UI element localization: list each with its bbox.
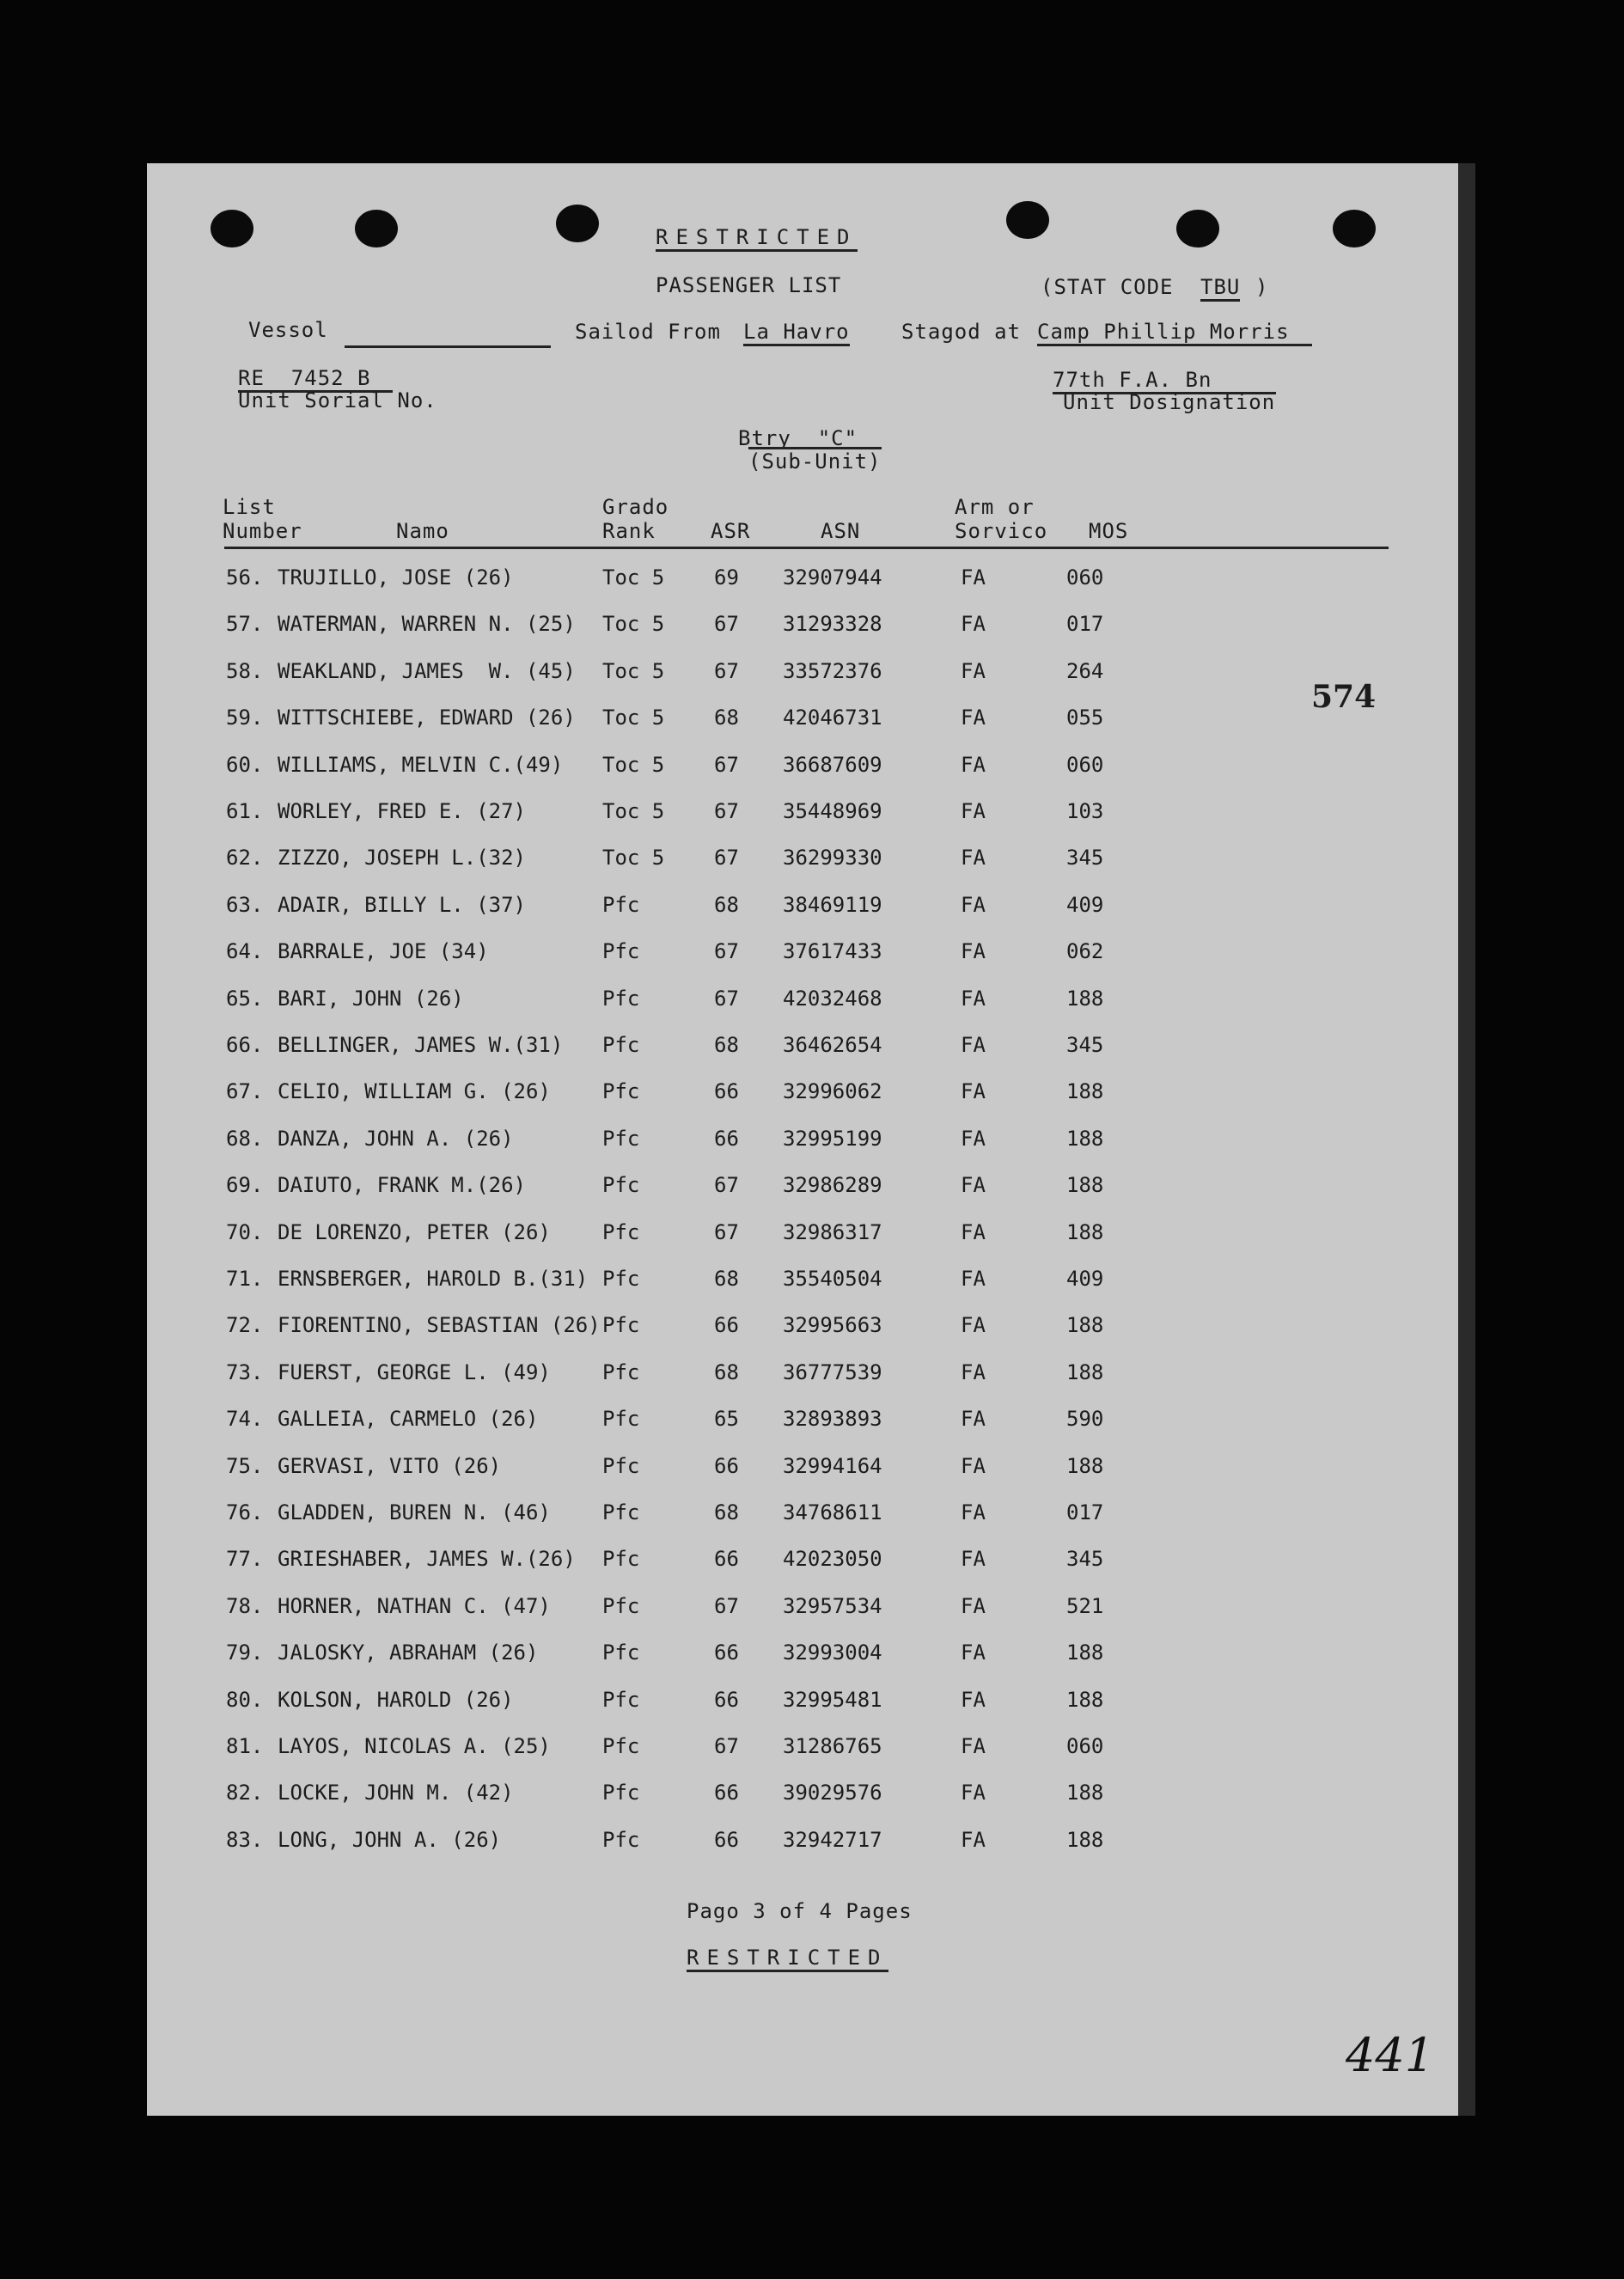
asr: 65 [714,1407,739,1432]
mos: 103 [1066,799,1104,823]
list-number: 81. [226,1734,264,1758]
asn: 32993004 [783,1641,882,1665]
grade-rank: Pfc [602,892,640,917]
table-row [147,612,1458,658]
asn: 36777539 [783,1359,882,1384]
mos: 188 [1066,1173,1104,1198]
col-arm: Arm or [955,495,1035,519]
passenger-name: WILLIAMS, MELVIN C.(49) [278,752,564,777]
mos: 188 [1066,1079,1104,1104]
list-number: 69. [226,1173,264,1198]
mos: 188 [1066,986,1104,1011]
asr: 68 [714,892,739,917]
arm-service: FA [961,846,986,871]
list-number: 64. [226,939,264,964]
list-number: 73. [226,1359,264,1384]
punch-hole [1333,210,1376,247]
asr: 67 [714,752,739,777]
grade-rank: Toc 5 [602,706,665,730]
mos: 188 [1066,1687,1104,1712]
arm-service: FA [961,1313,986,1338]
list-number: 83. [226,1827,264,1852]
list-number: 80. [226,1687,264,1712]
stat-code-value: TBU [1200,275,1240,302]
grade-rank: Pfc [602,1267,640,1291]
grade-rank: Toc 5 [602,799,665,823]
grade-rank: Pfc [602,986,640,1011]
asn: 32995199 [783,1126,882,1151]
arm-service: FA [961,986,986,1011]
sailed-from-label: Sailod From [575,320,721,344]
arm-service: FA [961,1687,986,1712]
col-name: Namo [396,519,449,543]
asn: 31293328 [783,612,882,637]
arm-service: FA [961,892,986,917]
asr: 68 [714,706,739,730]
unit-serial-label: Unit Sorial No. [238,388,437,412]
asn: 32893893 [783,1407,882,1432]
arm-service: FA [961,1734,986,1758]
mos: 060 [1066,1734,1104,1758]
table-row [147,1688,1458,1734]
mos: 188 [1066,1359,1104,1384]
table-row [147,565,1458,612]
passenger-name: CELIO, WILLIAM G. (26) [278,1079,551,1104]
list-number: 59. [226,706,264,730]
table-row [147,1734,1458,1781]
arm-service: FA [961,1359,986,1384]
mos: 188 [1066,1219,1104,1244]
table-row [147,1594,1458,1641]
stat-code-close: ) [1255,275,1269,299]
asr: 66 [714,1781,739,1805]
table-row [147,939,1458,986]
arm-service: FA [961,752,986,777]
header-rule [224,547,1389,549]
asn: 32986317 [783,1219,882,1244]
table-row [147,893,1458,939]
asr: 66 [714,1641,739,1665]
asn: 35540504 [783,1267,882,1291]
stamp-number: 574 [1311,679,1377,715]
page-edge [1458,163,1475,2116]
arm-service: FA [961,939,986,964]
grade-rank: Pfc [602,1734,640,1758]
arm-service: FA [961,658,986,683]
asn: 32907944 [783,565,882,590]
grade-rank: Pfc [602,1079,640,1104]
passenger-name: DAIUTO, FRANK M.(26) [278,1173,526,1198]
list-number: 70. [226,1219,264,1244]
list-number: 77. [226,1547,264,1572]
asn: 31286765 [783,1734,882,1758]
list-number: 71. [226,1267,264,1291]
page-info: Pago 3 of 4 Pages [687,1899,913,1923]
restricted-top: RESTRICTED [656,225,858,252]
list-number: 68. [226,1126,264,1151]
passenger-name: BARRALE, JOE (34) [278,939,489,964]
grade-rank: Pfc [602,1219,640,1244]
mos: 062 [1066,939,1104,964]
passenger-name: HORNER, NATHAN C. (47) [278,1593,551,1618]
arm-service: FA [961,612,986,637]
mos: 188 [1066,1453,1104,1478]
punch-hole [1006,201,1049,239]
asn: 34768611 [783,1500,882,1524]
document-title: PASSENGER LIST [656,273,842,297]
punch-hole [556,205,599,242]
grade-rank: Pfc [602,1547,640,1572]
list-number: 66. [226,1033,264,1057]
table-row [147,846,1458,892]
table-row [147,1641,1458,1687]
asr: 68 [714,1267,739,1291]
table-row [147,799,1458,846]
mos: 055 [1066,706,1104,730]
table-row [147,1454,1458,1500]
asr: 67 [714,1734,739,1758]
passenger-name: WITTSCHIEBE, EDWARD (26) [278,706,576,730]
grade-rank: Pfc [602,1407,640,1432]
mos: 188 [1066,1781,1104,1805]
table-row [147,1781,1458,1827]
grade-rank: Pfc [602,1359,640,1384]
grade-rank: Pfc [602,939,640,964]
mos: 345 [1066,1547,1104,1572]
asr: 66 [714,1687,739,1712]
asr: 66 [714,1126,739,1151]
grade-rank: Pfc [602,1827,640,1852]
asn: 32995663 [783,1313,882,1338]
list-number: 57. [226,612,264,637]
grade-rank: Pfc [602,1453,640,1478]
asr: 66 [714,1079,739,1104]
table-row [147,1828,1458,1874]
list-number: 65. [226,986,264,1011]
unit-serial-value: RE 7452 B [238,366,393,393]
asn: 37617433 [783,939,882,964]
list-number: 72. [226,1313,264,1338]
asn: 32996062 [783,1079,882,1104]
table-row [147,1500,1458,1547]
arm-service: FA [961,1079,986,1104]
col-asn: ASN [821,519,861,543]
passenger-name: KOLSON, HAROLD (26) [278,1687,514,1712]
vessel-blank [345,345,551,348]
arm-service: FA [961,1033,986,1057]
arm-service: FA [961,706,986,730]
table-row [147,1313,1458,1359]
passenger-name: FUERST, GEORGE L. (49) [278,1359,551,1384]
list-number: 75. [226,1453,264,1478]
sub-unit-label: (Sub-Unit) [748,447,882,474]
list-number: 74. [226,1407,264,1432]
passenger-name: GRIESHABER, JAMES W.(26) [278,1547,576,1572]
list-number: 63. [226,892,264,917]
arm-service: FA [961,1173,986,1198]
list-number: 58. [226,658,264,683]
asn: 33572376 [783,658,882,683]
mos: 060 [1066,752,1104,777]
grade-rank: Pfc [602,1687,640,1712]
col-mos: MOS [1089,519,1129,543]
asr: 67 [714,612,739,637]
mos: 188 [1066,1126,1104,1151]
grade-rank: Pfc [602,1641,640,1665]
arm-service: FA [961,1547,986,1572]
passenger-name: JALOSKY, ABRAHAM (26) [278,1641,539,1665]
list-number: 67. [226,1079,264,1104]
asn: 42032468 [783,986,882,1011]
asr: 68 [714,1033,739,1057]
table-row [147,706,1458,752]
mos: 188 [1066,1313,1104,1338]
asn: 36299330 [783,846,882,871]
grade-rank: Toc 5 [602,565,665,590]
passenger-name: BARI, JOHN (26) [278,986,464,1011]
table-row [147,1079,1458,1126]
punch-hole [1176,210,1219,247]
mos: 264 [1066,658,1104,683]
mos: 345 [1066,846,1104,871]
list-number: 78. [226,1593,264,1618]
arm-service: FA [961,799,986,823]
asr: 67 [714,846,739,871]
list-number: 56. [226,565,264,590]
asr: 67 [714,1593,739,1618]
arm-service: FA [961,1407,986,1432]
punch-hole [211,210,253,247]
asr: 67 [714,939,739,964]
list-number: 76. [226,1500,264,1524]
asn: 38469119 [783,892,882,917]
asn: 42046731 [783,706,882,730]
asr: 69 [714,565,739,590]
arm-service: FA [961,1781,986,1805]
asn: 32995481 [783,1687,882,1712]
asn: 36462654 [783,1033,882,1057]
table-row [147,1033,1458,1079]
list-number: 62. [226,846,264,871]
mos: 345 [1066,1033,1104,1057]
passenger-name: DE LORENZO, PETER (26) [278,1219,551,1244]
staged-at-value: Camp Phillip Morris [1037,320,1312,346]
grade-rank: Pfc [602,1313,640,1338]
table-row [147,1267,1458,1313]
asr: 66 [714,1453,739,1478]
asn: 32994164 [783,1453,882,1478]
passenger-name: WEAKLAND, JAMES W. (45) [278,658,576,683]
grade-rank: Pfc [602,1500,640,1524]
mos: 409 [1066,1267,1104,1291]
grade-rank: Toc 5 [602,658,665,683]
col-grade: Rank [602,519,656,543]
asn: 32986289 [783,1173,882,1198]
punch-hole [355,210,398,247]
list-number: 82. [226,1781,264,1805]
table-row [147,1547,1458,1593]
grade-rank: Pfc [602,1126,640,1151]
sailed-from-value: La Havro [743,320,850,346]
mos: 060 [1066,565,1104,590]
asr: 67 [714,986,739,1011]
unit-designation-value: 77th F.A. Bn [1053,368,1276,394]
passenger-name: DANZA, JOHN A. (26) [278,1126,514,1151]
asn: 42023050 [783,1547,882,1572]
passenger-name: ERNSBERGER, HAROLD B.(31) [278,1267,589,1291]
col-grade: Grado [602,495,669,519]
document-page [147,163,1458,2116]
passenger-name: ZIZZO, JOSEPH L.(32) [278,846,526,871]
arm-service: FA [961,1453,986,1478]
passenger-name: TRUJILLO, JOSE (26) [278,565,514,590]
passenger-name: ADAIR, BILLY L. (37) [278,892,526,917]
arm-service: FA [961,1827,986,1852]
asn: 39029576 [783,1781,882,1805]
asn: 35448969 [783,799,882,823]
grade-rank: Toc 5 [602,752,665,777]
passenger-name: LONG, JOHN A. (26) [278,1827,502,1852]
arm-service: FA [961,565,986,590]
table-row [147,1127,1458,1173]
arm-service: FA [961,1126,986,1151]
mos: 188 [1066,1641,1104,1665]
asr: 66 [714,1547,739,1572]
mos: 590 [1066,1407,1104,1432]
arm-service: FA [961,1219,986,1244]
grade-rank: Pfc [602,1593,640,1618]
sub-unit-value: Btry "C" [738,426,858,450]
arm-service: FA [961,1641,986,1665]
list-number: 61. [226,799,264,823]
col-list-number: List [223,495,276,519]
asr: 68 [714,1500,739,1524]
list-number: 79. [226,1641,264,1665]
unit-designation-label: Unit Dosignation [1063,390,1276,414]
passenger-name: BELLINGER, JAMES W.(31) [278,1033,564,1057]
col-asr: ASR [711,519,751,543]
mos: 017 [1066,1500,1104,1524]
passenger-name: LAYOS, NICOLAS A. (25) [278,1734,551,1758]
table-row [147,1407,1458,1453]
arm-service: FA [961,1267,986,1291]
asr: 67 [714,799,739,823]
asn: 36687609 [783,752,882,777]
restricted-bottom: RESTRICTED [687,1946,888,1972]
arm-service: FA [961,1593,986,1618]
asr: 67 [714,658,739,683]
asr: 66 [714,1827,739,1852]
asn: 32957534 [783,1593,882,1618]
mos: 521 [1066,1593,1104,1618]
vessel-label: Vessol [248,318,328,342]
asr: 67 [714,1219,739,1244]
passenger-name: GLADDEN, BUREN N. (46) [278,1500,551,1524]
col-arm: Sorvico [955,519,1048,543]
passenger-name: WORLEY, FRED E. (27) [278,799,526,823]
asr: 68 [714,1359,739,1384]
handwritten-number: 441 [1346,2028,1435,2082]
grade-rank: Toc 5 [602,612,665,637]
mos: 188 [1066,1827,1104,1852]
mos: 017 [1066,612,1104,637]
asn: 32942717 [783,1827,882,1852]
grade-rank: Pfc [602,1173,640,1198]
table-row [147,659,1458,706]
table-row [147,1360,1458,1407]
table-row [147,1173,1458,1219]
table-row [147,987,1458,1033]
mos: 409 [1066,892,1104,917]
passenger-name: WATERMAN, WARREN N. (25) [278,612,576,637]
stat-code-label: (STAT CODE [1041,275,1174,299]
passenger-name: GERVASI, VITO (26) [278,1453,502,1478]
table-row [147,1220,1458,1267]
asr: 67 [714,1173,739,1198]
grade-rank: Toc 5 [602,846,665,871]
asr: 66 [714,1313,739,1338]
grade-rank: Pfc [602,1033,640,1057]
grade-rank: Pfc [602,1781,640,1805]
passenger-name: FIORENTINO, SEBASTIAN (26) [278,1313,601,1338]
col-list-number: Number [223,519,302,543]
staged-at-label: Stagod at [901,320,1022,344]
list-number: 60. [226,752,264,777]
passenger-name: LOCKE, JOHN M. (42) [278,1781,514,1805]
arm-service: FA [961,1500,986,1524]
table-row [147,753,1458,799]
passenger-name: GALLEIA, CARMELO (26) [278,1407,539,1432]
